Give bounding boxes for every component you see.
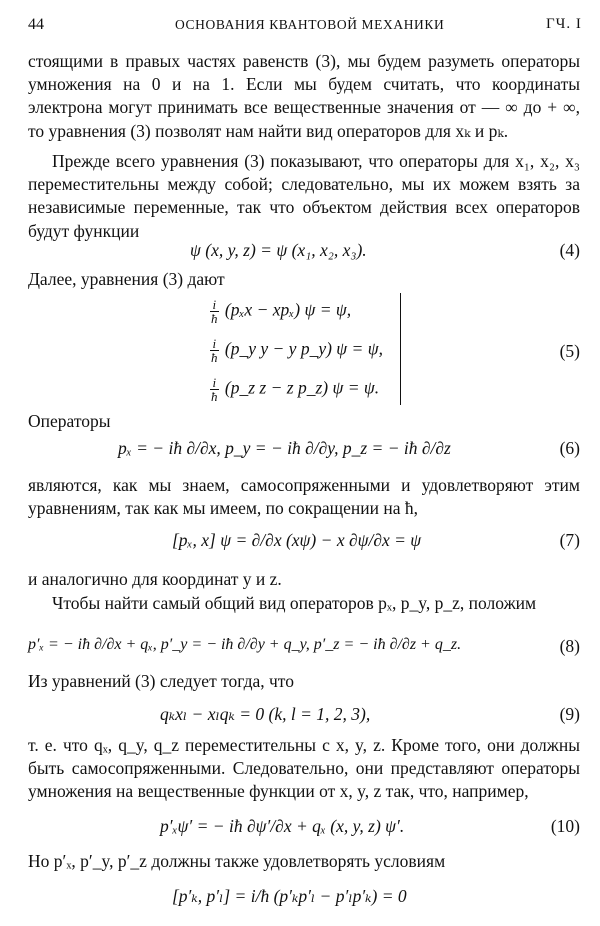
equation-5a [0, 294, 600, 330]
running-title: ОСНОВАНИЯ КВАНТОВОЙ МЕХАНИКИ [175, 17, 445, 32]
paragraph-10: Но p′ₓ, p′_y, p′_z должны также удовлетворять условиям [28, 851, 446, 871]
equation-4-number: (4) [559, 240, 580, 260]
paragraph-5: являются, как мы знаем, самосопряженными и удовлетворяют этим уравнениям, так как мы имеем, по сокращении на ħ, [28, 475, 580, 519]
equation-6 [0, 430, 600, 466]
fraction-i-hbar: $\frac{i}{ħ}$ [211, 375, 218, 404]
chapter-label: ГЧ. I [546, 16, 582, 32]
equation-9 [0, 696, 600, 732]
equation-10-number: (10) [550, 816, 580, 836]
paragraph-4: Операторы [28, 411, 111, 431]
equation-7 [0, 522, 600, 558]
paragraph-6: и аналогично для координат y и z. [28, 569, 282, 589]
equation-10 [0, 808, 600, 844]
equation-7-body: [pₓ, x] ψ = ∂/∂x (xψ) − x ∂ψ/∂x = ψ [172, 530, 422, 550]
page-header [0, 16, 600, 40]
paragraph-7: Чтобы найти самый общий вид операторов pₓ, p_y, p_z, положим [52, 593, 537, 613]
paragraph-3: Далее, уравнения (3) дают [28, 269, 225, 289]
equation-11 [0, 878, 600, 914]
equation-5b [0, 333, 600, 369]
equation-5a-body: (pₓx − xpₓ) ψ = ψ, [224, 299, 352, 320]
equation-5c-body: (p_z z − z p_z) ψ = ψ. [224, 377, 380, 398]
equation-9-body: qₖxₗ − xₗqₖ = 0 (k, l = 1, 2, 3), [160, 704, 371, 724]
system-brace [388, 293, 401, 405]
equation-6-number: (6) [559, 438, 580, 458]
fraction-i-hbar: $\frac{i}{ħ}$ [211, 297, 218, 326]
equation-4 [0, 232, 600, 268]
equation-7-number: (7) [559, 530, 580, 550]
equation-5-number: (5) [559, 341, 580, 361]
paragraph-8: Из уравнений (3) следует тогда, что [28, 671, 294, 691]
equation-8 [0, 628, 600, 664]
paragraph-2: Прежде всего уравнения (3) показывают, что операторы для x₁, x₂, x₃ переместительны между собой; следовательно, мы их можем взять за независимые переменные, так что объектом действия всех операторов будут функции [28, 151, 580, 241]
fraction-i-hbar: $\frac{i}{ħ}$ [211, 336, 218, 365]
equation-5b-body: (p_y y − y p_y) ψ = ψ, [224, 338, 383, 359]
paragraph-9: т. е. что qₓ, q_y, q_z переместительны с x, y, z. Кроме того, они должны быть самосопряженными. Следовательно, они представляют операторы умножения на вещественные функции от x, y, z так, что, например, [28, 735, 580, 802]
equation-5c [0, 372, 600, 408]
equation-9-number: (9) [559, 704, 580, 724]
page-number: 44 [28, 16, 44, 33]
equation-8-body: p′ₓ = − iħ ∂/∂x + qₓ, p′_y = − iħ ∂/∂y + q_y, p′_z = − iħ ∂/∂z + q_z. [28, 636, 462, 653]
equation-4-body: ψ (x, y, z) = ψ (x₁, x₂, x₃). [190, 240, 367, 260]
equation-8-number: (8) [559, 636, 580, 656]
equation-6-body: pₓ = − iħ ∂/∂x, p_y = − iħ ∂/∂y, p_z = − iħ ∂/∂z [118, 438, 451, 458]
equation-11-body: [p′ₖ, p′ₗ] = i/ħ (p′ₖp′ₗ − p′ₗp′ₖ) = 0 [172, 886, 407, 906]
paragraph-1: стоящими в правых частях равенств (3), мы будем разуметь операторы умножения на 0 и на 1. Если мы будем считать, что координаты электрона могут принимать все вещественные значения от — ∞ до + ∞, то уравнения (3) позволят нам найти вид операторов для xₖ и pₖ. [28, 51, 580, 141]
equation-10-body: p′ₓψ′ = − iħ ∂ψ′/∂x + qₓ (x, y, z) ψ′. [160, 816, 405, 836]
